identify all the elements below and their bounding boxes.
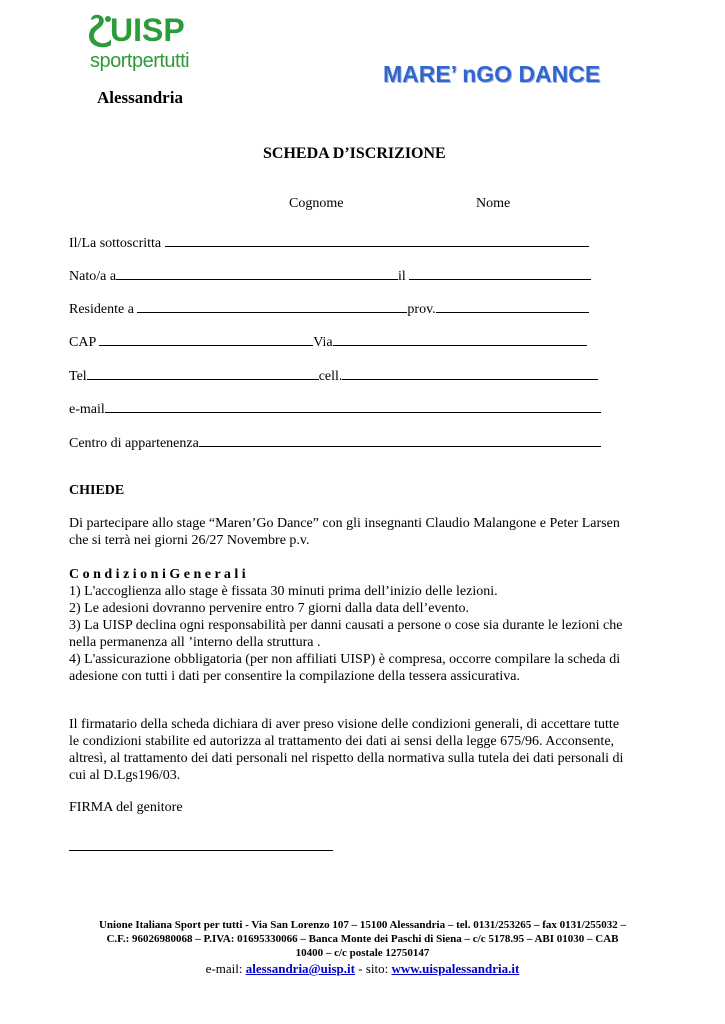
chiede-heading: CHIEDE: [69, 483, 125, 498]
field-centro: [69, 432, 601, 452]
nato-blank[interactable]: [116, 265, 398, 280]
field-label: e-mail: [69, 402, 105, 417]
site-label: - sito:: [358, 961, 389, 976]
condizione-item: nella permanenza all ’interno della struttura .: [69, 635, 321, 650]
cell-blank[interactable]: [342, 365, 598, 380]
condizioni-heading: C o n d i z i o n i G e n e r a l i: [69, 567, 246, 582]
column-nome: Nome: [476, 196, 511, 211]
field-email: [69, 398, 601, 418]
firma-label: FIRMA del genitore: [69, 800, 183, 815]
field-label: Residente a: [69, 302, 134, 317]
footer-contacts: [0, 961, 725, 977]
column-cognome: Cognome: [289, 196, 344, 211]
cap-blank[interactable]: [99, 331, 313, 346]
sottoscritta-blank[interactable]: [165, 232, 589, 247]
condizioni-block: [69, 566, 659, 685]
chiede-text: [69, 515, 659, 549]
event-title: MARE’ nGO DANCE: [383, 61, 601, 87]
field-label: Il/La sottoscritta: [69, 236, 162, 251]
condizione-item: adesione con tutti i dati per consentire la compilazione della tessera assicurativa.: [69, 669, 520, 684]
residente-blank[interactable]: [137, 298, 407, 313]
chiede-line: che si terrà nei giorni 26/27 Novembre p.v.: [69, 533, 310, 548]
field-tel: [69, 365, 598, 385]
field-sottoscritta: [69, 232, 589, 252]
footer-address: [30, 918, 695, 960]
field-label: Nato/a a: [69, 269, 117, 284]
consenso-block: [69, 716, 659, 784]
condizione-item: 4) L'assicurazione obbligatoria (per non affiliati UISP) è compresa, occorre compilare la scheda di: [69, 652, 621, 667]
site-link[interactable]: www.uispalessandria.it: [391, 961, 520, 976]
prov-blank[interactable]: [436, 298, 589, 313]
consenso-line: le condizioni stabilite ed autorizza al trattamento dei dati ai sensi della legge 675/96. Acconsente,: [69, 734, 615, 749]
footer-line: Unione Italiana Sport per tutti - Via San Lorenzo 107 – 15100 Alessandria – tel. 0131/253265 – fax 0131/255032 –: [98, 919, 626, 931]
logo-tagline: sportpertutti: [90, 50, 190, 72]
field-nato: [69, 265, 591, 285]
uisp-logo: [88, 12, 200, 82]
field-label: Centro di appartenenza: [69, 436, 199, 451]
field-label-il: il: [398, 269, 406, 284]
condizione-item: 1) L'accoglienza allo stage è fissata 30 minuti prima dell’inizio delle lezioni.: [69, 584, 498, 599]
consenso-line: Il firmatario della scheda dichiara di aver preso visione delle condizioni generali, di accettare tutte: [69, 717, 620, 732]
field-label-via: Via: [313, 335, 333, 350]
condizione-item: 3) La UISP declina ogni responsabilità per danni causati a persone o cose sia durante le lezioni che: [69, 618, 623, 633]
consenso-line: altresì, al trattamento dei dati personali nel rispetto della normativa sulla tutela dei dati personali di: [69, 751, 624, 766]
chiede-line: Di partecipare allo stage “Maren’Go Dance” con gli insegnanti Claudio Malangone e Peter Larsen: [69, 516, 620, 531]
via-blank[interactable]: [333, 331, 587, 346]
footer-line: C.F.: 96026980068 – P.IVA: 01695330066 – Banca Monte dei Paschi di Siena – c/c 5178.95 – ABI 01030 – CAB: [106, 933, 619, 945]
il-blank[interactable]: [409, 265, 591, 280]
email-link[interactable]: alessandria@uisp.it: [245, 961, 355, 976]
field-label-cell: cell.: [318, 369, 343, 384]
signature-line[interactable]: [69, 849, 333, 851]
form-title: SCHEDA D’ISCRIZIONE: [263, 145, 446, 162]
centro-blank[interactable]: [199, 432, 601, 447]
field-label-prov: prov.: [407, 302, 436, 317]
tel-blank[interactable]: [87, 365, 319, 380]
field-label: Tel: [69, 369, 87, 384]
field-residente: [69, 298, 589, 318]
field-label: CAP: [69, 335, 96, 350]
condizione-item: 2) Le adesioni dovranno pervenire entro 7 giorni dalla data dell’evento.: [69, 601, 470, 616]
email-label: e-mail:: [205, 961, 243, 976]
logo-brand: UISP: [110, 12, 185, 48]
city-label: Alessandria: [97, 88, 183, 107]
footer-line: 10400 – c/c postale 12750147: [295, 947, 430, 959]
consenso-line: cui al D.Lgs196/03.: [69, 768, 181, 783]
email-blank[interactable]: [105, 398, 601, 413]
field-cap: [69, 331, 587, 351]
